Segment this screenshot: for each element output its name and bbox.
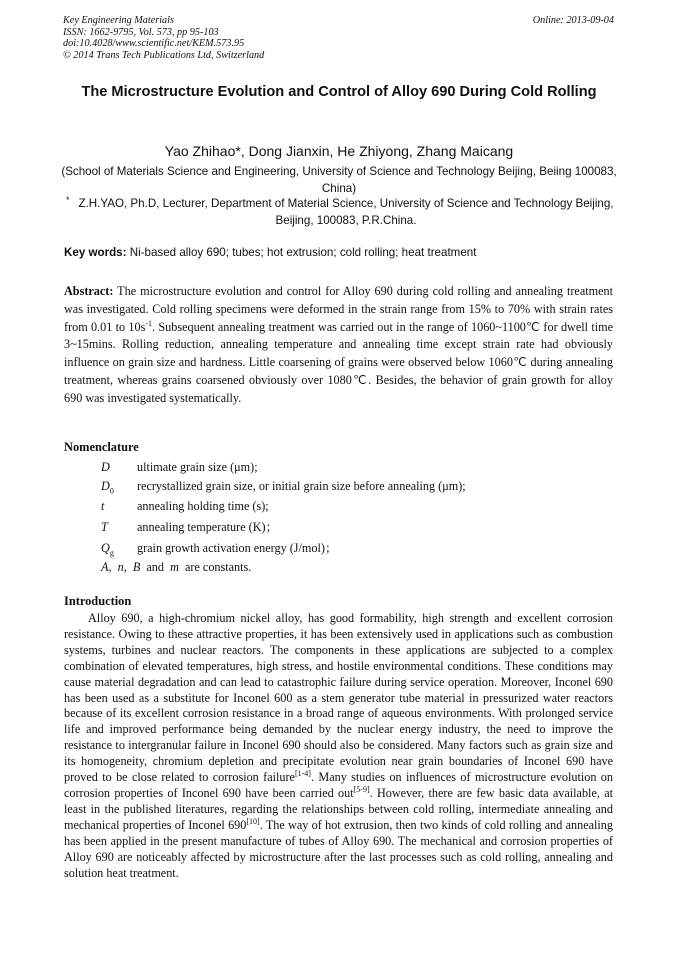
intro-text-4: . The way of hot extrusion, then two kinds of cold rolling and annealing has been applied in the present manufacture of tubes of Alloy 690. The mechanical and corrosion properties of Alloy 690 are noticeably affected by microstructure after the last processes such as cold rolling, annealing and solution heat treatment. [64, 817, 613, 880]
journal-name: Key Engineering Materials [63, 15, 174, 26]
citation-ref[interactable]: [10] [246, 816, 260, 826]
constant-and: and [140, 560, 171, 574]
nomenclature-item [101, 539, 337, 557]
nomenclature-symbol: T [101, 520, 108, 534]
nomenclature-description: grain growth activation energy (J/mol)； [137, 541, 338, 555]
constant-b: B [132, 560, 141, 574]
online-date: Online: 2013-09-04 [532, 15, 614, 26]
nomenclature-subscript: 0 [109, 486, 114, 496]
introduction-paragraph [64, 611, 613, 881]
abstract-label: Abstract: [64, 284, 114, 298]
abstract-text-2: . Subsequent annealing treatment was carried out in the range of 1060~1100℃ for dwell time 3~15mins. Rolling reduction, annealing temperature and annealing time except strain rate had obviously influence on grain size and hardness. Little coarsening of grains were observed below 1060℃ during annealing treatment, whereas grains coarsened obviously over 1080℃. Besides, the behavior of grain growth for alloy 690 was investigated systematically. [64, 319, 613, 405]
nomenclature-heading: Nomenclature [64, 440, 139, 454]
journal-header [63, 15, 264, 61]
constant-a: A [101, 560, 109, 574]
abstract-text-1: The microstructure evolution and control for Alloy 690 during cold rolling and annealing treatment was investigated. Cold rolling specimens were deformed in the strain range from 15% to 70% with strain rates from 0.01 to 10s [64, 284, 613, 334]
intro-text-2: . Many studies on influences of microstructure evolution on corrosion properties of Inconel 690 have been carried out [64, 770, 613, 800]
nomenclature-description: annealing temperature (K)； [137, 520, 278, 534]
affiliation: (School of Materials Science and Engineering, University of Science and Technology Beijing, Beiing 100083, China) [61, 165, 617, 195]
corresponding-author-text: Z.H.YAO, Ph.D, Lecturer, Department of Material Science, University of Science and Technology Beijing, Beijing, 100083, P.R.China. [78, 197, 614, 227]
nomenclature-description: ultimate grain size (μm); [137, 460, 258, 474]
paper-title: The Microstructure Evolution and Control of Alloy 690 During Cold Rolling [81, 84, 597, 100]
citation-ref[interactable]: [1-4] [294, 769, 311, 778]
constants-tail: are constants. [178, 560, 252, 574]
introduction-heading: Introduction [64, 594, 132, 608]
doi-line[interactable]: doi:10.4028/www.scientific.net/KEM.573.95 [63, 38, 245, 50]
issn-line: ISSN: 1662-9795, Vol. 573, pp 95-103 [63, 26, 219, 38]
nomenclature-constants [101, 560, 251, 575]
keywords-line [64, 245, 614, 261]
nomenclature-symbol: t [101, 499, 105, 513]
citation-ref[interactable]: [5-9] [353, 784, 370, 794]
nomenclature-item [101, 479, 466, 495]
constant-separator: , [123, 560, 133, 574]
nomenclature-item [101, 518, 278, 536]
intro-text-1: Alloy 690, a high-chromium nickel alloy, has good formability, high strength and excellent corrosion resistance. Owing to these attractive properties, it has been extensively used in applications such as combustion systems, turbines and nuclear reactors. The components in these applications are subjected to a complex combination of elevated temperatures, high stress, and hostile environmental conditions. These conditions may cause material degradation and can lead to catastrophic failure during service operation. Moreover, Inconel 690 has been used as a substitute for Inconel 600 as a stem generator tube material in pressurized water reactors because of its excellent corrosion resistance in a broad range of aqueous environments. With prolonged service life and improved performance being demanded by the nuclear energy industry, the need to improve the resistance to intergranular failure in Inconel 690 should also be considered. Many factors such as grain size and its homogeneity, chromium depletion and precipitate evolution near grain boundaries of Inconel 690 have proved to be close related to corrosion failure [64, 611, 613, 785]
keywords-label: Key words: [64, 246, 127, 259]
nomenclature-description: annealing holding time (s); [137, 499, 269, 513]
abstract-paragraph [64, 283, 613, 408]
nomenclature-symbol: Q [101, 541, 110, 555]
intro-text-3: . However, there are few basic data available, at least in the published literatures, regarding the relationships between cold rolling, intermediate annealing and mechanical properties of Inconel 690 [64, 785, 613, 832]
nomenclature-symbol: D [101, 479, 110, 493]
nomenclature-subscript: g [109, 548, 114, 558]
keywords-text: Ni-based alloy 690; tubes; hot extrusion; cold rolling; heat treatment [126, 246, 477, 259]
corresponding-author-note [64, 196, 618, 229]
author-list: Yao Zhihao*, Dong Jianxin, He Zhiyong, Zhang Maicang [164, 143, 514, 159]
constant-separator: , [108, 560, 118, 574]
constant-m: m [170, 560, 179, 574]
nomenclature-symbol: D [101, 460, 110, 474]
copyright-line: © 2014 Trans Tech Publications Ltd, Switzerland [63, 49, 265, 61]
footnote-mark: * [66, 195, 70, 205]
constant-n: n [117, 560, 124, 574]
nomenclature-description: recrystallized grain size, or initial grain size before annealing (μm); [137, 479, 466, 493]
nomenclature-item [101, 460, 258, 476]
nomenclature-item [101, 499, 269, 515]
abstract-superscript: -1 [145, 318, 153, 328]
